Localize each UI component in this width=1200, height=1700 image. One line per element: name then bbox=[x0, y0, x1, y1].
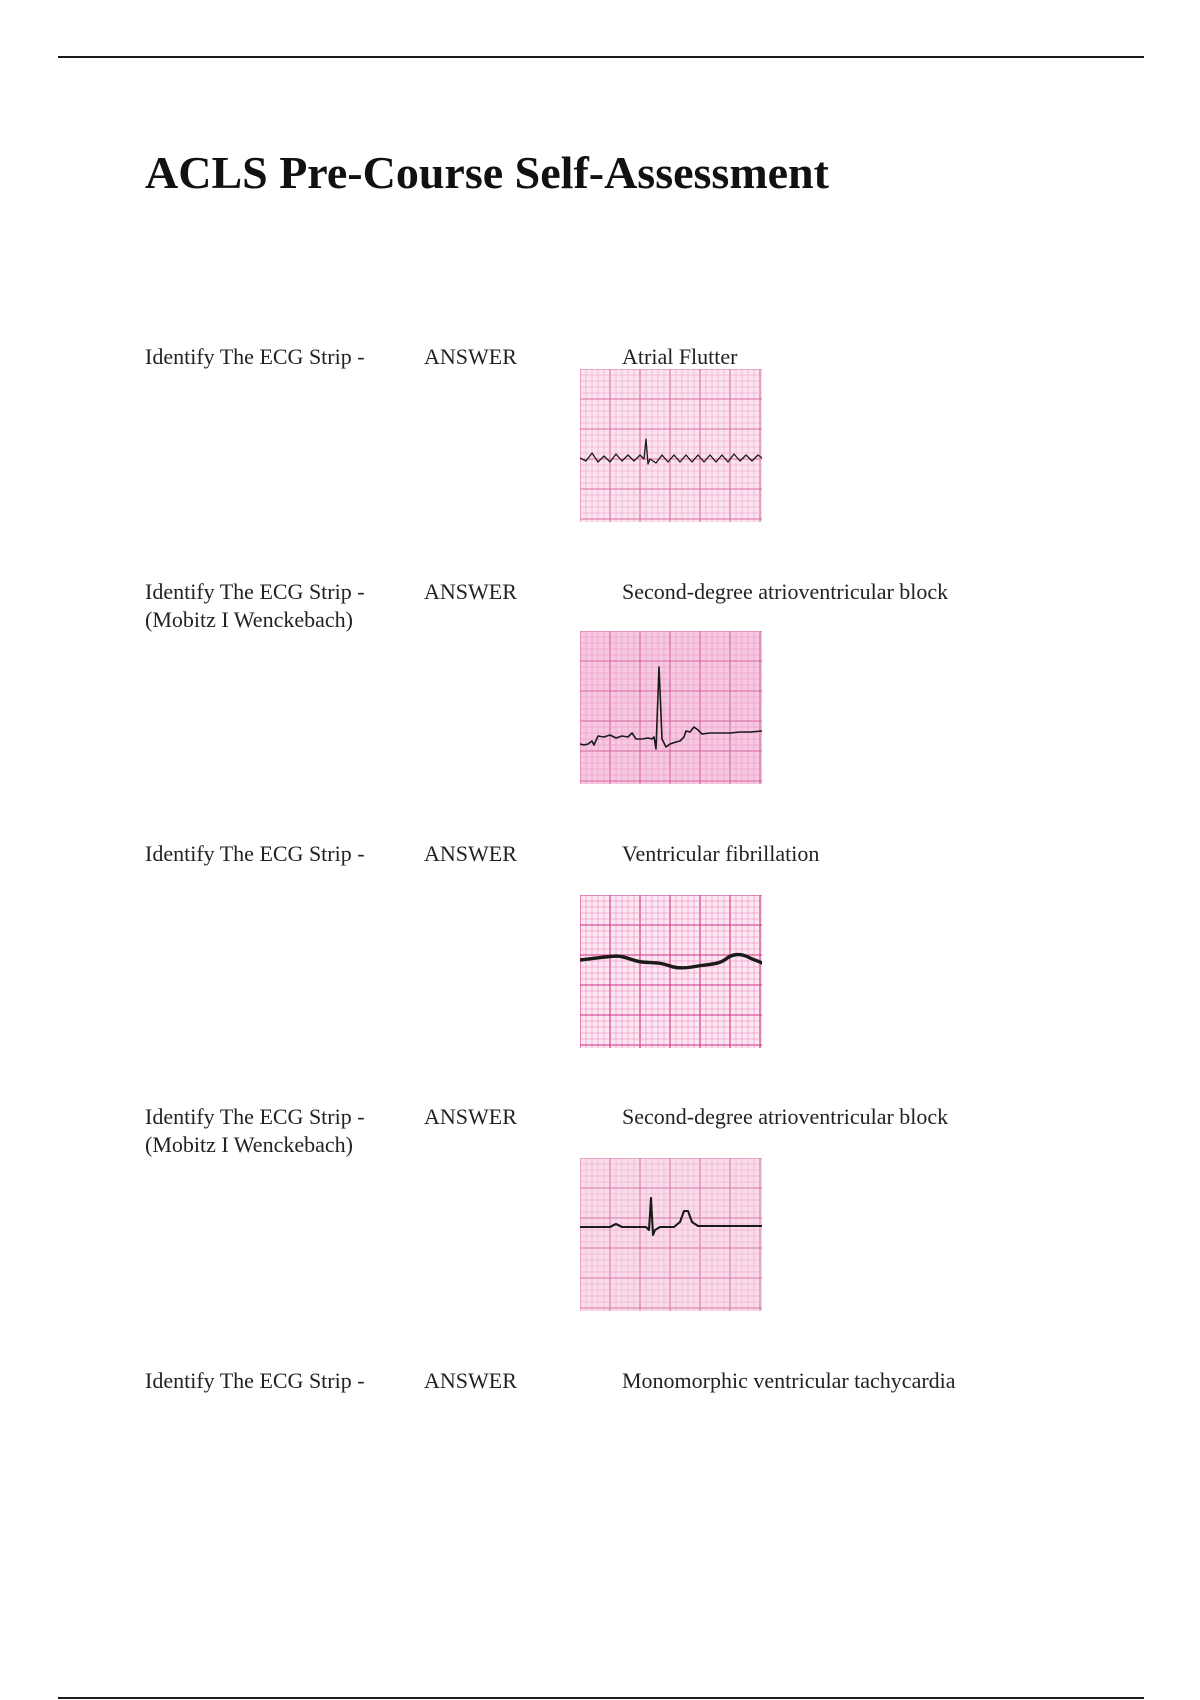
ecg-strip-image bbox=[580, 895, 762, 1048]
question-text: Identify The ECG Strip - bbox=[145, 1104, 365, 1129]
ecg-grid-background bbox=[580, 631, 762, 784]
ecg-grid-background bbox=[580, 369, 762, 522]
question-text: Identify The ECG Strip - bbox=[145, 579, 365, 604]
question-prompt bbox=[145, 1103, 365, 1159]
ecg-strip-image bbox=[580, 631, 762, 784]
header-rule bbox=[58, 56, 1144, 58]
answer-label: ANSWER bbox=[424, 344, 517, 369]
ecg-strip-image bbox=[580, 1158, 762, 1311]
question-subtext: (Mobitz I Wenckebach) bbox=[145, 1132, 353, 1157]
answer-text: Monomorphic ventricular tachycardia bbox=[622, 1368, 956, 1393]
question-prompt bbox=[145, 343, 365, 371]
question-text: Identify The ECG Strip - bbox=[145, 1368, 365, 1393]
question-prompt bbox=[145, 1367, 365, 1395]
ecg-grid-background bbox=[580, 895, 762, 1048]
question-prompt bbox=[145, 840, 365, 868]
answer-label: ANSWER bbox=[424, 1368, 517, 1393]
question-text: Identify The ECG Strip - bbox=[145, 841, 365, 866]
answer-label: ANSWER bbox=[424, 1104, 517, 1129]
answer-label: ANSWER bbox=[424, 841, 517, 866]
footer-rule bbox=[58, 1697, 1144, 1699]
question-text: Identify The ECG Strip - bbox=[145, 344, 365, 369]
ecg-grid-background bbox=[580, 1158, 762, 1311]
page-title: ACLS Pre-Course Self-Assessment bbox=[145, 147, 829, 198]
question-prompt bbox=[145, 578, 365, 634]
answer-text: Ventricular fibrillation bbox=[622, 841, 820, 866]
answer-label: ANSWER bbox=[424, 579, 517, 604]
answer-text: Atrial Flutter bbox=[622, 344, 738, 369]
answer-text: Second-degree atrioventricular block bbox=[622, 579, 949, 604]
answer-text: Second-degree atrioventricular block bbox=[622, 1104, 949, 1129]
ecg-strip-image bbox=[580, 369, 762, 522]
question-subtext: (Mobitz I Wenckebach) bbox=[145, 607, 353, 632]
